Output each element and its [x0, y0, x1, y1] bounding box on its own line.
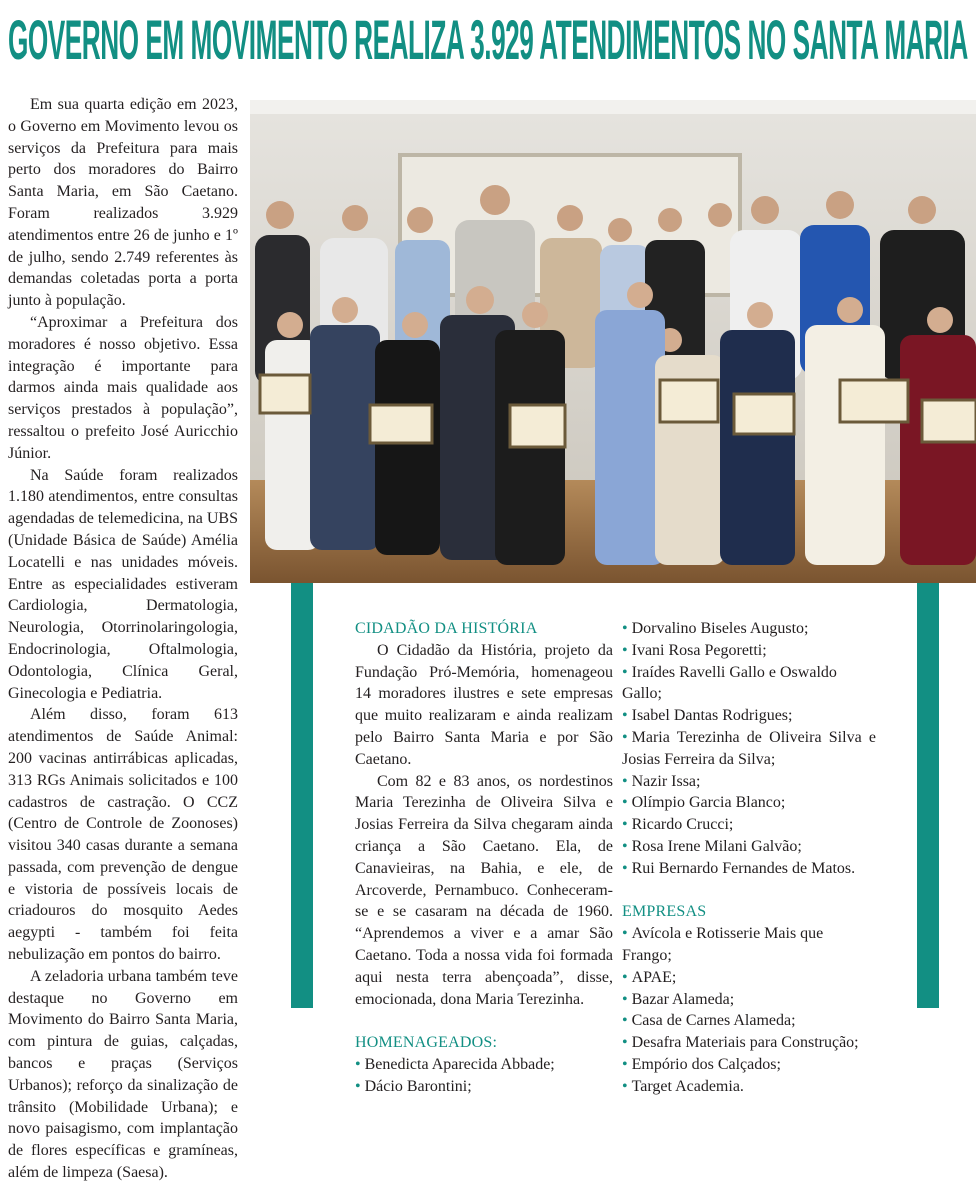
list-item: • Ricardo Crucci; — [622, 814, 876, 836]
paragraph: Além disso, foram 613 atendimentos de Saúde Animal: 200 vacinas antirrábicas aplicadas, 313 RGs Animais solicitados e 100 cadastros de castração. O CCZ (Centro de Controle de Zoonoses) visitou 340 casas durante a semana passada, com prevenção de dengue e vistoria de possíveis locais de criadouros do mosquito Aedes aegypti - também foi feita nebulização em pontos do bairro. — [8, 706, 238, 964]
honorees-list — [355, 1054, 613, 1098]
article-body — [8, 94, 238, 1184]
accent-bar-right — [917, 583, 939, 1008]
paragraph: Com 82 e 83 anos, os nordestinos Maria Terezinha de Oliveira Silva e Josias Ferreira da Silva chegaram ainda criança a São Caetano. Ela, de Canavieiras, na Bahia, e ele, de Arcoverde, Pernambuco. Conheceram-se e se casaram na década de 1960. “Aprendemos a viver e a amar São Caetano. Toda a nossa vida foi formada aqui nesta terra abençoada”, disse, emocionada, dona Maria Terezinha. — [355, 772, 613, 1008]
list-item: • Target Academia. — [622, 1076, 876, 1098]
list-item: • Casa de Carnes Alameda; — [622, 1010, 876, 1032]
list-item: • Iraídes Ravelli Gallo e Oswaldo Gallo; — [622, 662, 876, 706]
sidebar-column-right — [622, 618, 876, 1098]
list-item: • Empório dos Calçados; — [622, 1054, 876, 1076]
accent-bar-left — [291, 583, 313, 1008]
paragraph: “Aproximar a Prefeitura dos moradores é nosso objetivo. Essa integração é importante para darmos ainda mais qualidade aos serviços prestados à população”, ressaltou o prefeito José Auricchio Júnior. — [8, 313, 238, 462]
group-photo — [250, 100, 976, 583]
list-item: • Nazir Issa; — [622, 771, 876, 793]
companies-list — [622, 923, 876, 1097]
photo-illustration — [250, 100, 976, 583]
section-heading-empresas: EMPRESAS — [622, 903, 707, 921]
list-item: • Maria Terezinha de Oliveira Silva e Josias Ferreira da Silva; — [622, 727, 876, 771]
list-item: • Dácio Barontini; — [355, 1076, 613, 1098]
paragraph: A zeladoria urbana também teve destaque no Governo em Movimento do Bairro Santa Maria, com pintura de guias, calçadas, bancos e praças (Serviços Urbanos); reforço da sinalização de trânsito (Mobilidade Urbana); e novo paisagismo, com implantação de flores específicas e gramíneas, além de limpeza (Saesa). — [8, 967, 238, 1182]
list-item: • Bazar Alameda; — [622, 989, 876, 1011]
list-item: • Desafra Materiais para Construção; — [622, 1032, 876, 1054]
list-item: • Benedicta Aparecida Abbade; — [355, 1054, 613, 1076]
section-heading-homenageados: HOMENAGEADOS: — [355, 1034, 498, 1052]
list-item: • APAE; — [622, 967, 876, 989]
paragraph: O Cidadão da História, projeto da Fundação Pró-Memória, homenageou 14 moradores ilustres e sete empresas que muito realizaram e ainda realizam pelo Bairro Santa Maria e por São Caetano. — [355, 641, 613, 768]
list-item: • Olímpio Garcia Blanco; — [622, 792, 876, 814]
headline: GOVERNO EM MOVIMENTO REALIZA 3.929 ATENDIMENTOS NO SANTA MARIA — [8, 8, 968, 71]
list-item: • Avícola e Rotisserie Mais que Frango; — [622, 923, 876, 967]
list-item: • Rosa Irene Milani Galvão; — [622, 836, 876, 858]
paragraph: Em sua quarta edição em 2023, o Governo em Movimento levou os serviços da Prefeitura para mais perto dos moradores do Bairro Santa Maria, em São Caetano. Foram realizados 3.929 atendimentos entre 26 de junho e 1º de julho, sendo 2.749 referentes às demandas coletadas porta a porta junto à população. — [8, 96, 238, 310]
paragraph: Na Saúde foram realizados 1.180 atendimentos, entre consultas agendadas de telemedicina, na UBS (Unidade Básica de Saúde) Amélia Locatelli e nas unidades móveis. Entre as especialidades estiveram Cardiologia, Dermatologia, Neurologia, Otorrinolaringologia, Endocrinologia, Oftalmologia, Odontologia, Clínica Geral, Ginecologia e Pediatria. — [8, 466, 238, 702]
list-item: • Ivani Rosa Pegoretti; — [622, 640, 876, 662]
list-item: • Dorvalino Biseles Augusto; — [622, 618, 876, 640]
sidebar-column-middle — [355, 618, 613, 1098]
section-heading-cidadao: CIDADÃO DA HISTÓRIA — [355, 620, 538, 637]
list-item: • Rui Bernardo Fernandes de Matos. — [622, 858, 876, 880]
list-item: • Isabel Dantas Rodrigues; — [622, 705, 876, 727]
honorees-list-continued — [622, 618, 876, 880]
